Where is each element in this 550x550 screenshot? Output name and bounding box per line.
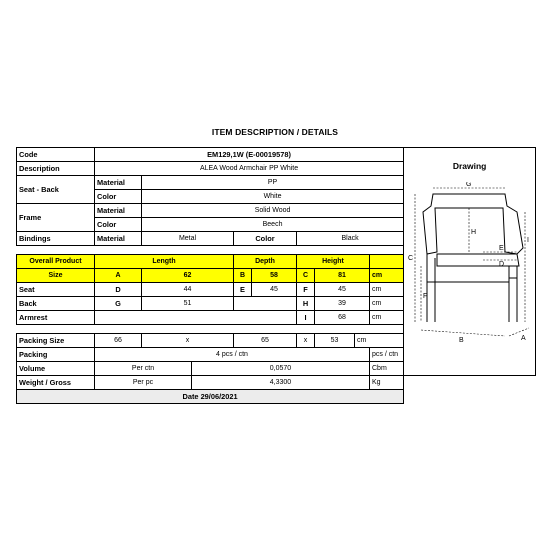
drawing-letter-d: D <box>498 261 504 268</box>
value-packing-depth: 65 <box>234 334 297 348</box>
drawing-panel <box>404 148 536 376</box>
label-material: Material <box>95 232 142 246</box>
row-date <box>17 390 536 404</box>
unit-pcs-ctn: pcs / ctn <box>370 348 404 362</box>
code-d: D <box>95 283 142 297</box>
value-volume: 0,0570 <box>192 362 370 376</box>
spec-table <box>16 147 536 404</box>
value-code: EM129,1W (E-00019578) <box>95 148 404 162</box>
drawing-letter-c: C <box>407 255 413 262</box>
document-date: Date 29/06/2021 <box>17 390 404 404</box>
unit-cm: cm <box>355 334 404 348</box>
label-color: Color <box>234 232 297 246</box>
value-packing-height: 53 <box>315 334 355 348</box>
drawing-letter-e: E <box>498 245 504 252</box>
code-b: B <box>234 269 252 283</box>
label-seat-back: Seat - Back <box>17 176 95 204</box>
value-length: 62 <box>142 269 234 283</box>
weight-basis: Per pc <box>95 376 192 390</box>
unit-cm: cm <box>370 283 404 297</box>
dim-line-b <box>421 330 505 336</box>
label-seat: Seat <box>17 283 95 297</box>
label-overall-product: Overall Product <box>17 255 95 269</box>
unit-cm: cm <box>370 269 404 283</box>
value-seat-depth: 45 <box>252 283 297 297</box>
chair-seat <box>437 254 519 266</box>
drawing-letter-h: H <box>470 229 476 236</box>
code-g: G <box>95 297 142 311</box>
value-seat-back-material: PP <box>142 176 404 190</box>
label-back: Back <box>17 297 95 311</box>
code-h: H <box>297 297 315 311</box>
unit-cbm: Cbm <box>370 362 404 376</box>
spec-sheet <box>16 147 535 404</box>
code-c: C <box>297 269 315 283</box>
drawing-title: Drawing <box>452 161 487 171</box>
label-packing-size: Packing Size <box>17 334 95 348</box>
drawing-letter-f: F <box>422 293 427 300</box>
label-bindings: Bindings <box>17 232 95 246</box>
label-description: Description <box>17 162 95 176</box>
value-packing: 4 pcs / ctn <box>95 348 370 362</box>
drawing-letter-i: I <box>526 237 529 244</box>
value-bindings-color: Black <box>297 232 404 246</box>
code-f: F <box>297 283 315 297</box>
packing-times: x <box>142 334 234 348</box>
label-color: Color <box>95 218 142 232</box>
value-armrest-height: 68 <box>315 311 370 325</box>
header-length: Length <box>95 255 234 269</box>
code-i: I <box>297 311 315 325</box>
unit-cm: cm <box>370 311 404 325</box>
code-a: A <box>95 269 142 283</box>
label-packing: Packing <box>17 348 95 362</box>
label-code: Code <box>17 148 95 162</box>
value-back-height: 39 <box>315 297 370 311</box>
unit-kg: Kg <box>370 376 404 390</box>
value-frame-color: Beech <box>142 218 404 232</box>
value-frame-material: Solid Wood <box>142 204 404 218</box>
dim-line-a <box>509 328 529 336</box>
chair-backrest <box>423 194 523 254</box>
row-weight <box>17 376 536 390</box>
value-seat-back-color: White <box>142 190 404 204</box>
value-height: 81 <box>315 269 370 283</box>
value-depth: 58 <box>252 269 297 283</box>
value-back-length: 51 <box>142 297 234 311</box>
label-material: Material <box>95 204 142 218</box>
value-seat-length: 44 <box>142 283 234 297</box>
page-title: ITEM DESCRIPTION / DETAILS <box>211 127 339 137</box>
volume-basis: Per ctn <box>95 362 192 376</box>
drawing-letter-g: G <box>465 182 472 188</box>
value-bindings-material: Metal <box>142 232 234 246</box>
packing-times: x <box>297 334 315 348</box>
label-volume: Volume <box>17 362 95 376</box>
drawing-letter-b: B <box>458 337 464 342</box>
code-e: E <box>234 283 252 297</box>
unit-cm: cm <box>370 297 404 311</box>
label-material: Material <box>95 176 142 190</box>
label-weight-gross: Weight / Gross <box>17 376 95 390</box>
row-code <box>17 148 536 162</box>
value-description: ALEA Wood Armchair PP White <box>95 162 404 176</box>
label-frame: Frame <box>17 204 95 232</box>
label-size: Size <box>17 269 95 283</box>
drawing-letter-a: A <box>520 335 526 342</box>
header-depth: Depth <box>234 255 297 269</box>
armchair-drawing <box>405 182 535 342</box>
value-packing-length: 66 <box>95 334 142 348</box>
value-weight: 4,3300 <box>192 376 370 390</box>
label-armrest: Armrest <box>17 311 95 325</box>
label-color: Color <box>95 190 142 204</box>
header-height: Height <box>297 255 370 269</box>
value-seat-height: 45 <box>315 283 370 297</box>
